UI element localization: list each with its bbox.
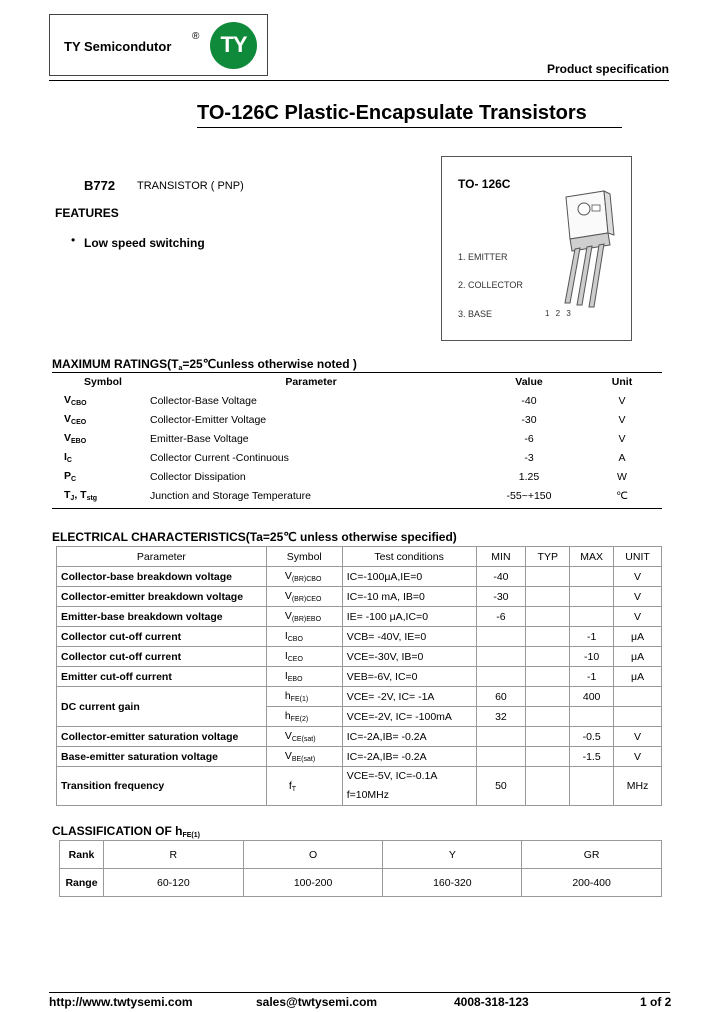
- symbol-cell: $V_{CBO}$: [64, 394, 87, 407]
- col-typ: TYP: [526, 547, 570, 567]
- electrical-row: [57, 647, 662, 667]
- symbol-cell: $V_{(BR)EBO}$: [266, 607, 342, 627]
- symbol-cell: $T_J$, $T_{stg}$: [64, 489, 98, 502]
- unit-cell: V: [614, 567, 662, 587]
- unit-cell: V: [614, 607, 662, 627]
- rank-row: [60, 841, 662, 869]
- max-cell: [570, 707, 614, 727]
- min-cell: [476, 667, 526, 687]
- parameter-cell: Junction and Storage Temperature: [150, 489, 311, 502]
- symbol-cell: $V_{(BR)CEO}$: [266, 587, 342, 607]
- symbol-cell: $f_T$: [266, 767, 342, 806]
- feature-item: Low speed switching: [84, 236, 205, 250]
- range-cell: 100-200: [243, 869, 383, 897]
- unit-cell: ℃: [616, 489, 628, 502]
- max-cell: -10: [570, 647, 614, 667]
- parameter-cell: Collector cut-off current: [57, 647, 267, 667]
- classification-title: CLASSIFICATION OF $h_{FE(1)}$: [52, 824, 200, 839]
- col-unit: Unit: [611, 375, 633, 388]
- electrical-table: [56, 546, 662, 806]
- rank-cell: O: [243, 841, 383, 869]
- features-heading: FEATURES: [55, 206, 119, 220]
- max-cell: [570, 567, 614, 587]
- max-cell: [570, 587, 614, 607]
- unit-cell: [614, 687, 662, 707]
- electrical-row: [57, 567, 662, 587]
- symbol-cell: $I_{EBO}$: [266, 667, 342, 687]
- parameter-cell: Emitter-Base Voltage: [150, 432, 249, 445]
- value-cell: -30: [521, 413, 537, 426]
- symbol-cell: $V_{EBO}$: [64, 432, 87, 445]
- col-test-conditions: Test conditions: [342, 547, 476, 567]
- conditions-cell: VCE= -2V, IC= -1A: [342, 687, 476, 707]
- typ-cell: [526, 707, 570, 727]
- conditions-cell: VCE=-5V, IC=-0.1A f=10MHz: [342, 767, 476, 806]
- package-drawing: [552, 185, 622, 315]
- unit-cell: W: [617, 470, 627, 483]
- max-cell: -1: [570, 667, 614, 687]
- min-cell: [476, 747, 526, 767]
- row-label-cell: Range: [60, 869, 104, 897]
- unit-cell: V: [618, 432, 626, 445]
- symbol-cell: $h_{FE(1)}$: [266, 687, 342, 707]
- col-max: MAX: [570, 547, 614, 567]
- parameter-cell: Collector-base breakdown voltage: [57, 567, 267, 587]
- electrical-row: [57, 627, 662, 647]
- unit-cell: μA: [614, 667, 662, 687]
- symbol-cell: $V_{CE(sat)}$: [266, 727, 342, 747]
- col-parameter: Parameter: [285, 375, 337, 388]
- max-ratings-bottom-rule: [52, 508, 662, 509]
- parameter-cell: Base-emitter saturation voltage: [57, 747, 267, 767]
- logo-letters: TY: [220, 32, 247, 57]
- typ-cell: [526, 607, 570, 627]
- typ-cell: [526, 667, 570, 687]
- col-min: MIN: [476, 547, 526, 567]
- range-cell: 60-120: [103, 869, 243, 897]
- unit-cell: V: [614, 727, 662, 747]
- max-ratings-table: [60, 372, 662, 505]
- conditions-cell: VCE=-30V, IB=0: [342, 647, 476, 667]
- unit-cell: V: [614, 587, 662, 607]
- min-cell: [476, 647, 526, 667]
- max-ratings-row: [60, 467, 662, 486]
- conditions-cell: VCB= -40V, IE=0: [342, 627, 476, 647]
- pin-numbers: 1 2 3: [545, 309, 573, 318]
- min-cell: -30: [476, 587, 526, 607]
- electrical-row: [57, 667, 662, 687]
- min-cell: 32: [476, 707, 526, 727]
- min-cell: -40: [476, 567, 526, 587]
- min-cell: 50: [476, 767, 526, 806]
- unit-cell: μA: [614, 647, 662, 667]
- title-underline: [197, 127, 622, 128]
- conditions-cell: VEB=-6V, IC=0: [342, 667, 476, 687]
- unit-cell: V: [614, 747, 662, 767]
- value-cell: -40: [521, 394, 537, 407]
- pin-2-label: 2. COLLECTOR: [458, 280, 523, 290]
- pin-1-label: 1. EMITTER: [458, 252, 508, 262]
- parameter-cell: Emitter-base breakdown voltage: [57, 607, 267, 627]
- symbol-cell: $V_{CEO}$: [64, 413, 87, 426]
- logo-emblem: [210, 22, 257, 69]
- conditions-cell: IE= -100 μA,IC=0: [342, 607, 476, 627]
- conditions-cell: IC=-2A,IB= -0.2A: [342, 747, 476, 767]
- symbol-cell: $I_{CEO}$: [266, 647, 342, 667]
- max-ratings-header-row: [60, 372, 662, 391]
- footer-email[interactable]: sales@twtysemi.com: [256, 995, 378, 1009]
- symbol-cell: $I_C$: [64, 451, 72, 464]
- company-name: TY Semicondutor: [64, 39, 172, 54]
- electrical-row: [57, 767, 662, 806]
- unit-cell: μA: [614, 627, 662, 647]
- symbol-cell: $I_{CBO}$: [266, 627, 342, 647]
- value-cell: -6: [524, 432, 534, 445]
- rank-cell: R: [103, 841, 243, 869]
- range-cell: 160-320: [383, 869, 522, 897]
- symbol-cell: $V_{(BR)CBO}$: [266, 567, 342, 587]
- typ-cell: [526, 567, 570, 587]
- company-logo: [49, 14, 268, 76]
- range-row: [60, 869, 662, 897]
- electrical-row: [57, 607, 662, 627]
- value-cell: 1.25: [518, 470, 540, 483]
- max-ratings-row: [60, 429, 662, 448]
- conditions-cell: IC=-10 mA, IB=0: [342, 587, 476, 607]
- footer-page-number: 1 of 2: [640, 995, 672, 1009]
- max-cell: -1: [570, 627, 614, 647]
- unit-cell: MHz: [614, 767, 662, 806]
- parameter-cell: Collector cut-off current: [57, 627, 267, 647]
- max-cell: [570, 607, 614, 627]
- electrical-header-row: [57, 547, 662, 567]
- min-cell: 60: [476, 687, 526, 707]
- typ-cell: [526, 647, 570, 667]
- rank-cell: GR: [522, 841, 662, 869]
- parameter-cell: Collector-emitter breakdown voltage: [57, 587, 267, 607]
- parameter-cell: DC current gain: [57, 687, 267, 727]
- bullet-icon: •: [71, 233, 76, 247]
- col-value: Value: [515, 375, 543, 388]
- unit-cell: [614, 707, 662, 727]
- product-spec-label: Product specification: [546, 62, 669, 76]
- electrical-row: [57, 747, 662, 767]
- electrical-row: [57, 687, 662, 707]
- electrical-row: [57, 587, 662, 607]
- max-ratings-row: [60, 486, 662, 505]
- unit-cell: V: [618, 394, 626, 407]
- min-cell: -6: [476, 607, 526, 627]
- electrical-row: [57, 727, 662, 747]
- parameter-cell: Collector-emitter saturation voltage: [57, 727, 267, 747]
- conditions-cell: VCE=-2V, IC= -100mA: [342, 707, 476, 727]
- part-description: TRANSISTOR ( PNP): [137, 180, 244, 192]
- parameter-cell: Transition frequency: [57, 767, 267, 806]
- conditions-cell: IC=-2A,IB= -0.2A: [342, 727, 476, 747]
- footer-phone: 4008-318-123: [454, 995, 529, 1009]
- max-cell: [570, 767, 614, 806]
- min-cell: [476, 727, 526, 747]
- typ-cell: [526, 587, 570, 607]
- header-divider: [49, 80, 669, 81]
- typ-cell: [526, 747, 570, 767]
- parameter-cell: Collector Current -Continuous: [150, 451, 289, 464]
- min-cell: [476, 627, 526, 647]
- parameter-cell: Collector-Base Voltage: [150, 394, 257, 407]
- max-ratings-row: [60, 410, 662, 429]
- max-ratings-title: MAXIMUM $RATINGS(T_a=25℃unless$ otherwise noted ): [52, 357, 357, 372]
- col-symbol: Symbol: [84, 375, 122, 388]
- max-cell: 400: [570, 687, 614, 707]
- typ-cell: [526, 687, 570, 707]
- unit-cell: V: [618, 413, 626, 426]
- conditions-cell: IC=-100μA,IE=0: [342, 567, 476, 587]
- max-ratings-row: [60, 391, 662, 410]
- symbol-cell: $V_{BE(sat)}$: [266, 747, 342, 767]
- max-cell: -1.5: [570, 747, 614, 767]
- typ-cell: [526, 727, 570, 747]
- unit-cell: A: [618, 451, 626, 464]
- parameter-cell: Collector Dissipation: [150, 470, 246, 483]
- rank-cell: Y: [383, 841, 522, 869]
- part-number: B772: [84, 178, 116, 193]
- max-cell: -0.5: [570, 727, 614, 747]
- symbol-cell: $h_{FE(2)}$: [266, 707, 342, 727]
- page-title: TO-126C Plastic-Encapsulate Transistors: [197, 102, 587, 124]
- range-cell: 200-400: [522, 869, 662, 897]
- max-ratings-row: [60, 448, 662, 467]
- classification-table: [59, 840, 662, 897]
- registered-mark: ®: [192, 31, 200, 42]
- footer-divider: [49, 992, 670, 993]
- package-box: [441, 156, 632, 341]
- parameter-cell: Emitter cut-off current: [57, 667, 267, 687]
- row-label-cell: Rank: [60, 841, 104, 869]
- electrical-title: ELECTRICAL CHARACTERISTICS(Ta=25℃ unless otherwise specified): [52, 530, 457, 544]
- footer-website[interactable]: http://www.twtysemi.com: [49, 995, 193, 1009]
- col-parameter: Parameter: [57, 547, 267, 567]
- value-cell: -3: [524, 451, 534, 464]
- package-name: TO- 126C: [458, 177, 511, 191]
- value-cell: -55~+150: [506, 489, 552, 502]
- col-unit: UNIT: [614, 547, 662, 567]
- pin-3-label: 3. BASE: [458, 309, 493, 319]
- symbol-cell: $P_C$: [64, 470, 77, 483]
- typ-cell: [526, 627, 570, 647]
- parameter-cell: Collector-Emitter Voltage: [150, 413, 267, 426]
- typ-cell: [526, 767, 570, 806]
- col-symbol: Symbol: [266, 547, 342, 567]
